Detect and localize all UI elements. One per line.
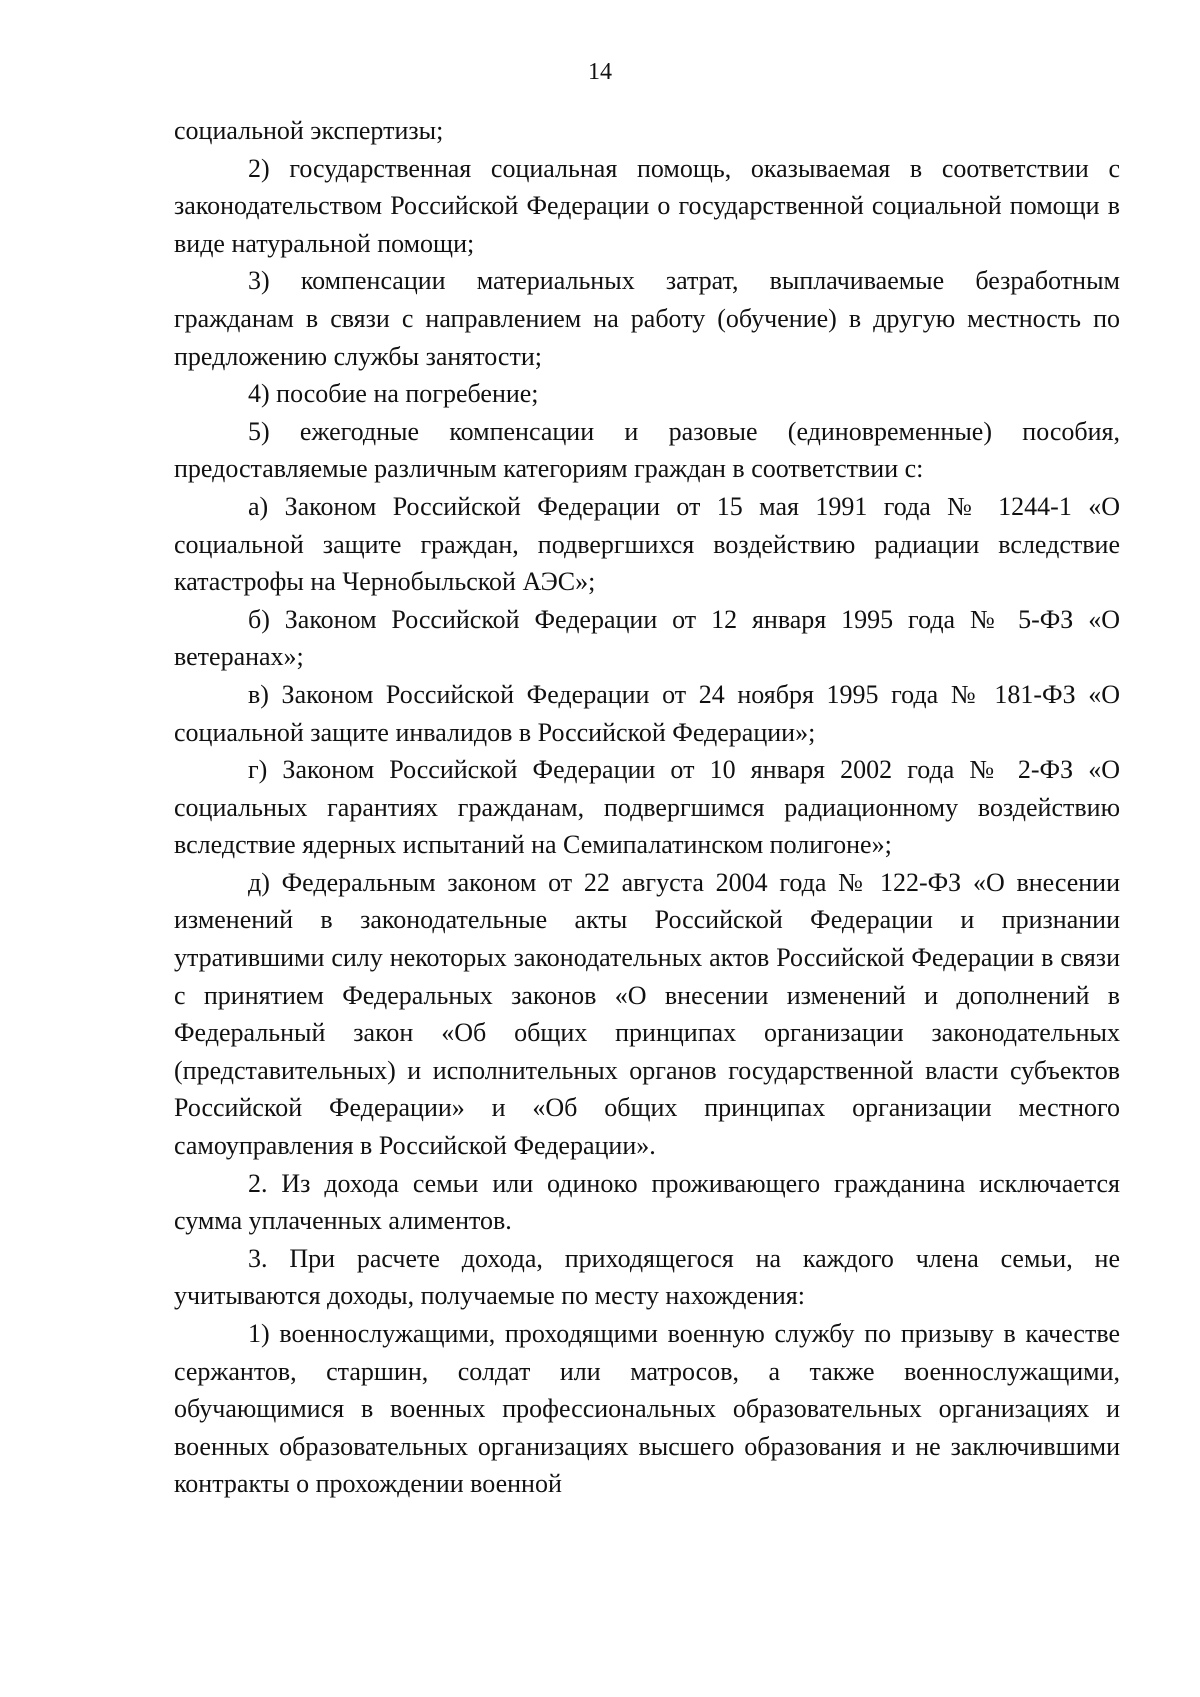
paragraph: в) Законом Российской Федерации от 24 ноября 1995 года № 181-ФЗ «О социальной защите инвалидов в Российской Федерации»; [174,679,1120,747]
paragraph: 4) пособие на погребение; [248,379,539,409]
paragraph: б) Законом Российской Федерации от 12 января 1995 года № 5-ФЗ «О ветеранах»; [174,604,1120,672]
paragraph: г) Законом Российской Федерации от 10 января 2002 года № 2-ФЗ «О социальных гарантиях гражданам, подвергшимся радиационному воздействию вследствие ядерных испытаний на Семипалатинском полигоне»; [174,755,1120,860]
paragraph: социальной экспертизы; [174,116,444,145]
page-number: 14 [588,59,612,85]
document-body [174,112,1120,1503]
paragraph: 2. Из дохода семьи или одиноко проживающего гражданина исключается сумма уплаченных алиментов. [174,1168,1120,1236]
paragraph: 3) компенсации материальных затрат, выплачиваемые безработным гражданам в связи с направлением на работу (обучение) в другую местность по предложению службы занятости; [174,266,1120,371]
paragraph: 2) государственная социальная помощь, оказываемая в соответствии с законодательством Российской Федерации о государственной социальной помощи в виде натуральной помощи; [174,153,1120,258]
paragraph: 1) военнослужащими, проходящими военную службу по призыву в качестве сержантов, старшин, солдат или матросов, а также военнослужащими, обучающимися в военных профессиональных образовательных организациях и военных образовательных организациях высшего образования и не заключившими контракты о прохождении военной [174,1319,1120,1499]
paragraph: д) Федеральным законом от 22 августа 2004 года № 122-ФЗ «О внесении изменений в законодательные акты Российской Федерации и признании утратившими силу некоторых законодательных актов Российской Федерации в связи с принятием Федеральных законов «О внесении изменений и дополнений в Федеральный закон «Об общих принципах организации законодательных (представительных) и исполнительных органов государственной власти субъектов Российской Федерации» и «Об общих принципах организации местного самоуправления в Российской Федерации». [174,867,1120,1161]
paragraph: 5) ежегодные компенсации и разовые (единовременные) пособия, предоставляемые различным категориям граждан в соответствии с: [174,416,1120,484]
paragraph: а) Законом Российской Федерации от 15 мая 1991 года № 1244-1 «О социальной защите граждан, подвергшихся воздействию радиации вследствие катастрофы на Чернобыльской АЭС»; [174,491,1120,597]
paragraph: 3. При расчете дохода, приходящегося на каждого члена семьи, не учитываются доходы, получаемые по месту нахождения: [174,1243,1120,1311]
